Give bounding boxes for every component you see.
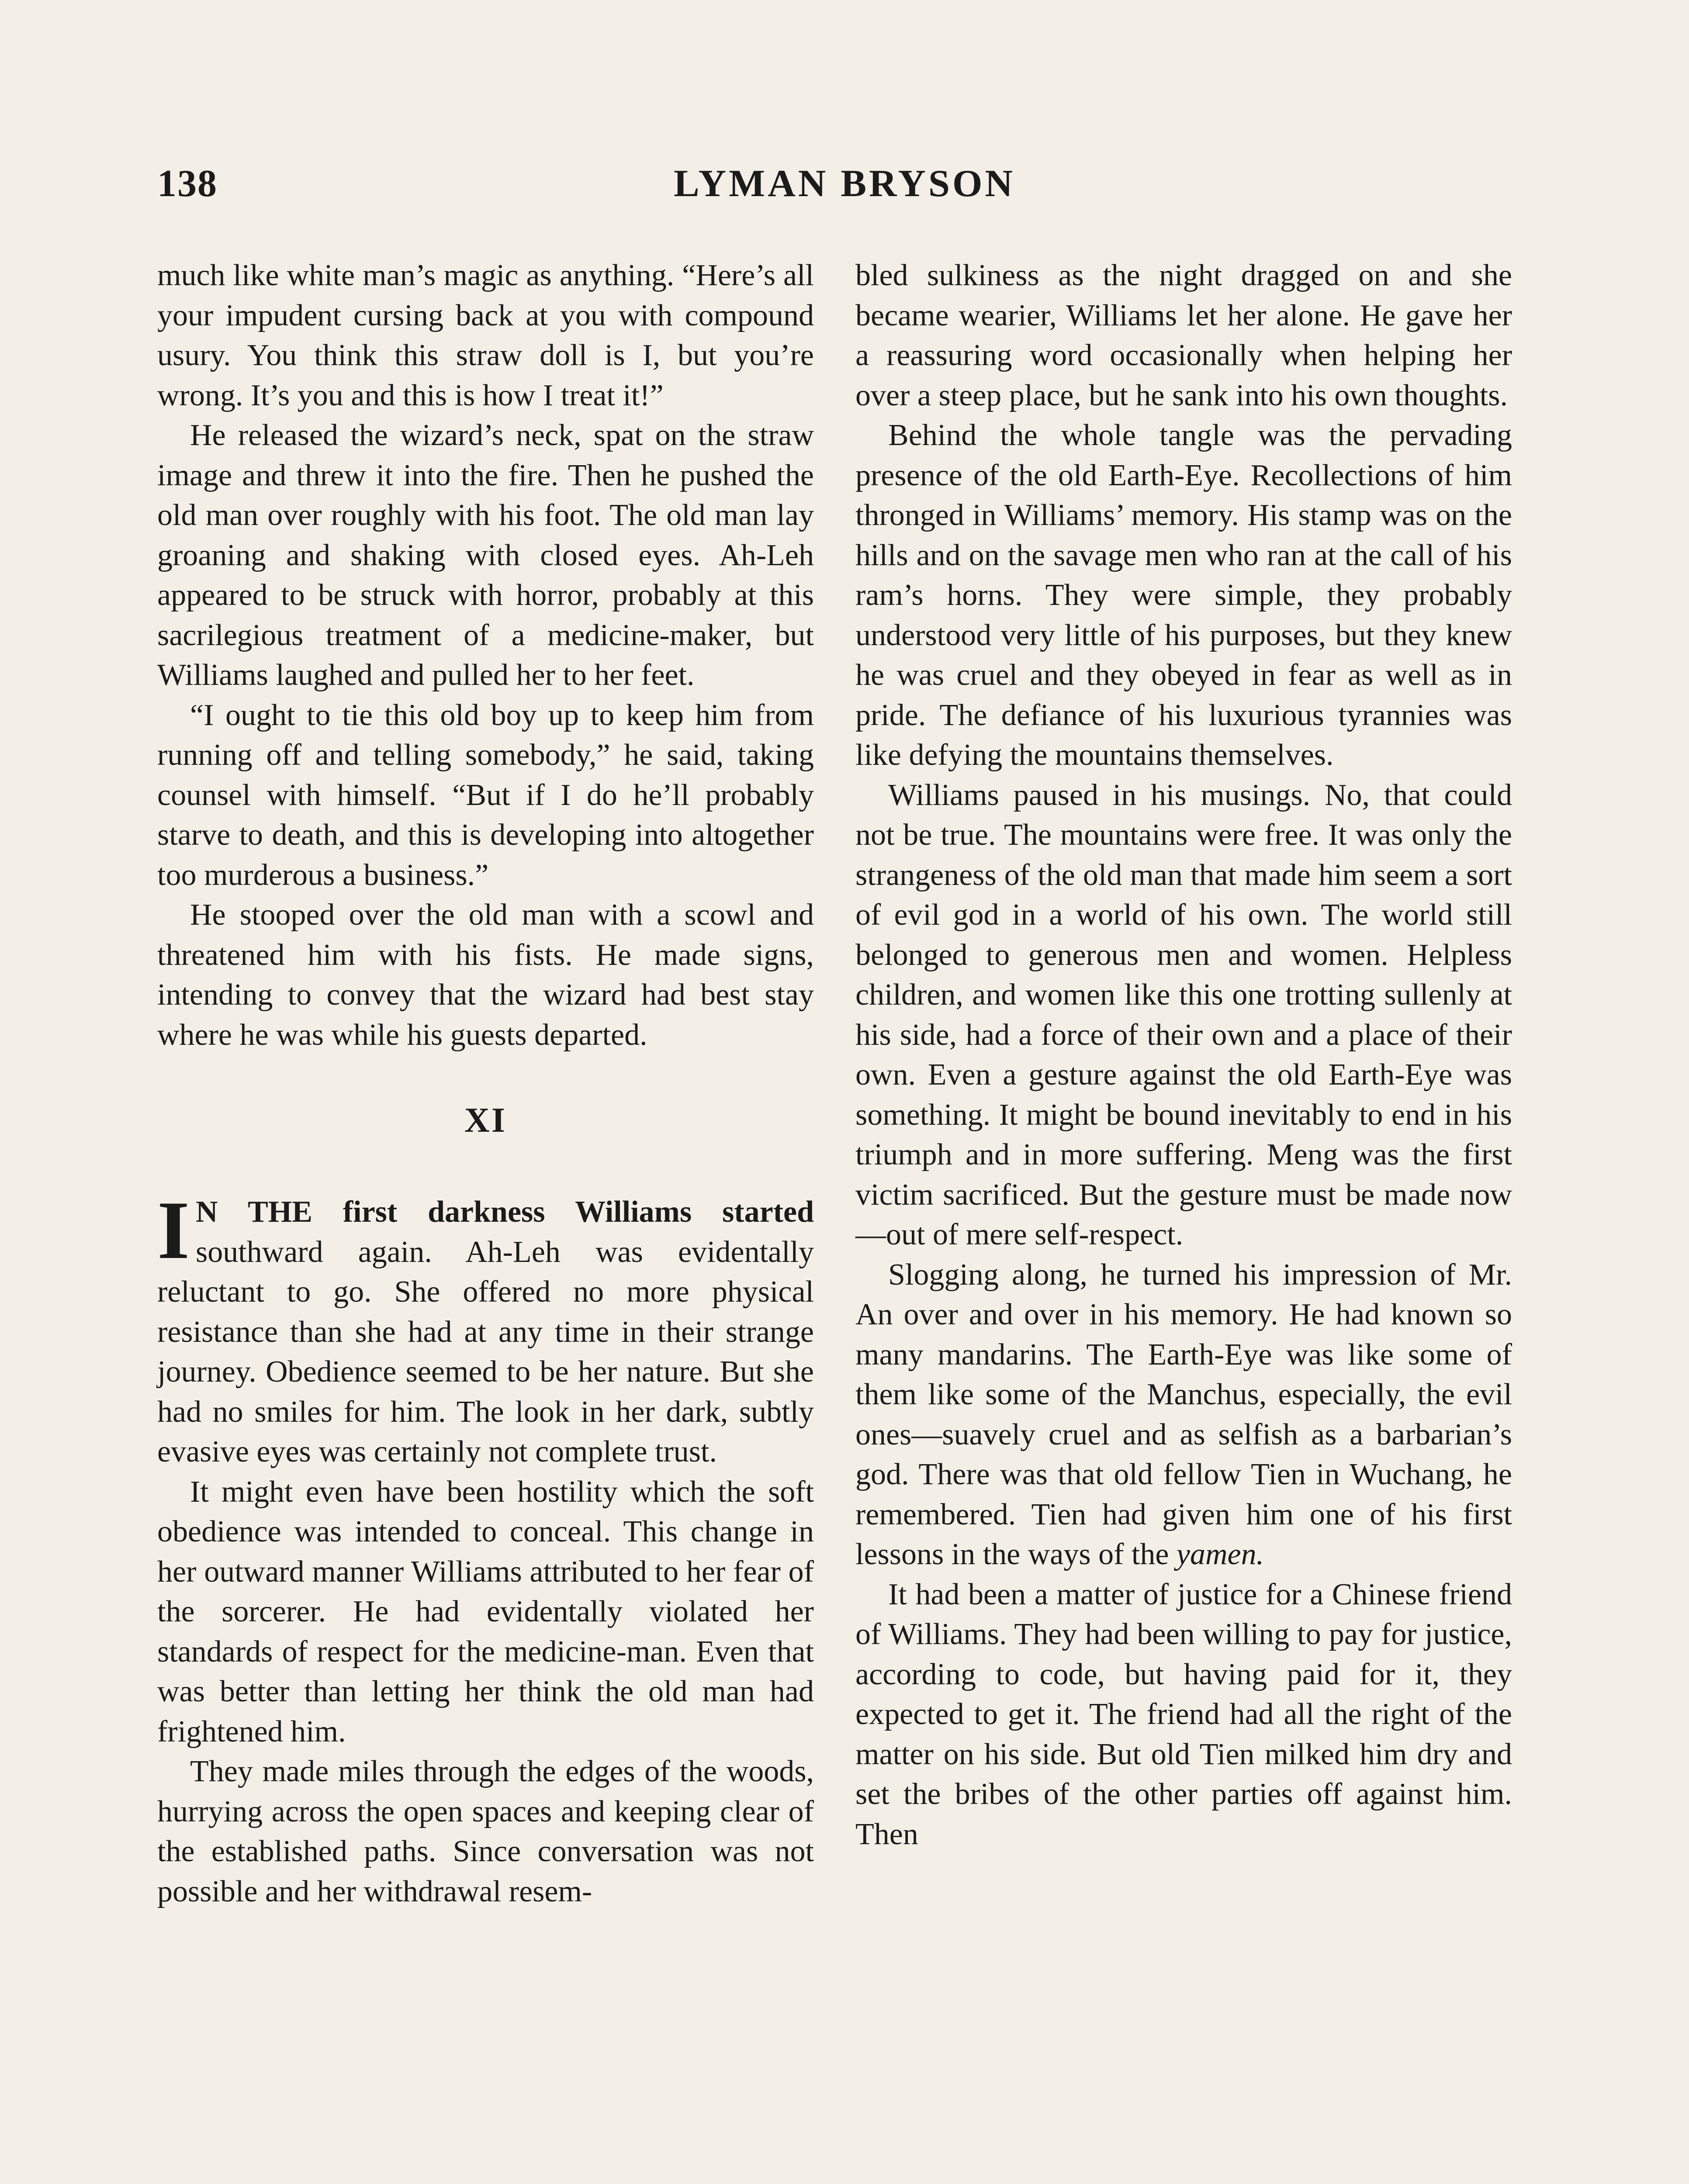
paragraph: It might even have been hostility which the soft obedience was intended to conceal. This change in her outward manner Williams attributed to her fear of the sorcerer. He had evidentally violated her standards of respect for the medicine-man. Even that was better than letting her think the old man had frightened him. xyxy=(157,1475,814,1749)
paragraph-text: Slogging along, he turned his impression of Mr. An over and over in his memory. He had known so many mandarins. The Earth-Eye was like some of them like some of the Manchus, especially, the evil ones—suavely cruel and as selfish as a barbarian’s god. There was that old fellow Tien in Wuchang, he remembered. Tien had given him one of his first lessons in the ways of the xyxy=(855,1258,1512,1571)
drop-cap: I xyxy=(157,1185,190,1276)
section-heading: XI xyxy=(464,1101,507,1140)
page-header xyxy=(157,162,1532,214)
paragraph: Williams paused in his musings. No, that could not be true. The mountains were free. It was only the strangeness of the old man that made him seem a sort of evil god in a world of his own. The world still belonged to generous men and women. Helpless children, and women like this one trotting sullenly at his side, had a force of their own and a place of their own. Even a gesture against the old Earth-Eye was something. It might be bound inevitably to end in his triumph and in more suffering. Meng was the first victim sacrificed. But the gesture must be made now—out of mere self-respect. xyxy=(855,778,1512,1251)
paragraph: They made miles through the edges of the woods, hurrying across the open spaces and keeping clear of the established paths. Since conversation was not possible and her withdrawal resem- xyxy=(157,1755,814,1908)
right-column xyxy=(855,256,1512,1854)
running-head: LYMAN BRYSON xyxy=(674,162,1015,205)
paragraph: He released the wizard’s neck, spat on the straw image and threw it into the fire. Then he pushed the old man over roughly with his foot. The old man lay groaning and shaking with closed eyes. Ah-Leh appeared to be struck with horror, probably at this sacrilegious treatment of a medicine-maker, but Williams laughed and pulled her to her feet. xyxy=(157,418,814,692)
paragraph: Behind the whole tangle was the pervading presence of the old Earth-Eye. Recollections of him thronged in Williams’ memory. His stamp was on the hills and on the savage men who ran at the call of his ram’s horns. They were simple, they probably understood very little of his purposes, but they knew he was cruel and they obeyed in fear as well as in pride. The defiance of his luxurious tyrannies was like defying the mountains themselves. xyxy=(855,418,1512,772)
paragraph xyxy=(855,1255,1512,1575)
left-column xyxy=(157,256,814,1911)
paragraph: It had been a matter of justice for a Chinese friend of Williams. They had been willing to pay for justice, according to code, but having paid for it, they expected to get it. The friend had all the right of the matter on his side. But old Tien milked him dry and set the bribes of the other parties off against him. Then xyxy=(855,1577,1512,1851)
paragraph: bled sulkiness as the night dragged on and she became wearier, Williams let her alone. He gave her a reassuring word occasionally when helping her over a steep place, but he sank into his own thoughts. xyxy=(855,259,1512,412)
opening-words: N THE first darkness Williams started xyxy=(195,1195,814,1229)
chapter-opening-paragraph xyxy=(157,1185,814,1472)
italic-word: yamen. xyxy=(1176,1538,1264,1571)
paragraph-text: southward again. Ah-Leh was evidentally reluctant to go. She offered no more physical resistance than she had at any time in their strange journey. Obedience seemed to be her nature. But she had no smiles for him. The look in her dark, subtly evasive eyes was certainly not complete trust. xyxy=(157,1235,814,1469)
page-number: 138 xyxy=(157,162,218,205)
paragraph: He stooped over the old man with a scowl and threatened him with his fists. He made signs, intending to convey that the wizard had best stay where he was while his guests departed. xyxy=(157,898,814,1052)
paragraph: “I ought to tie this old boy up to keep him from running off and telling somebody,” he said, taking counsel with himself. “But if I do he’ll probably starve to death, and this is developing into altogether too murderous a business.” xyxy=(157,698,814,892)
paragraph: much like white man’s magic as anything. “Here’s all your impudent cursing back at you with compound usury. You think this straw doll is I, but you’re wrong. It’s you and this is how I treat it!” xyxy=(157,259,814,412)
